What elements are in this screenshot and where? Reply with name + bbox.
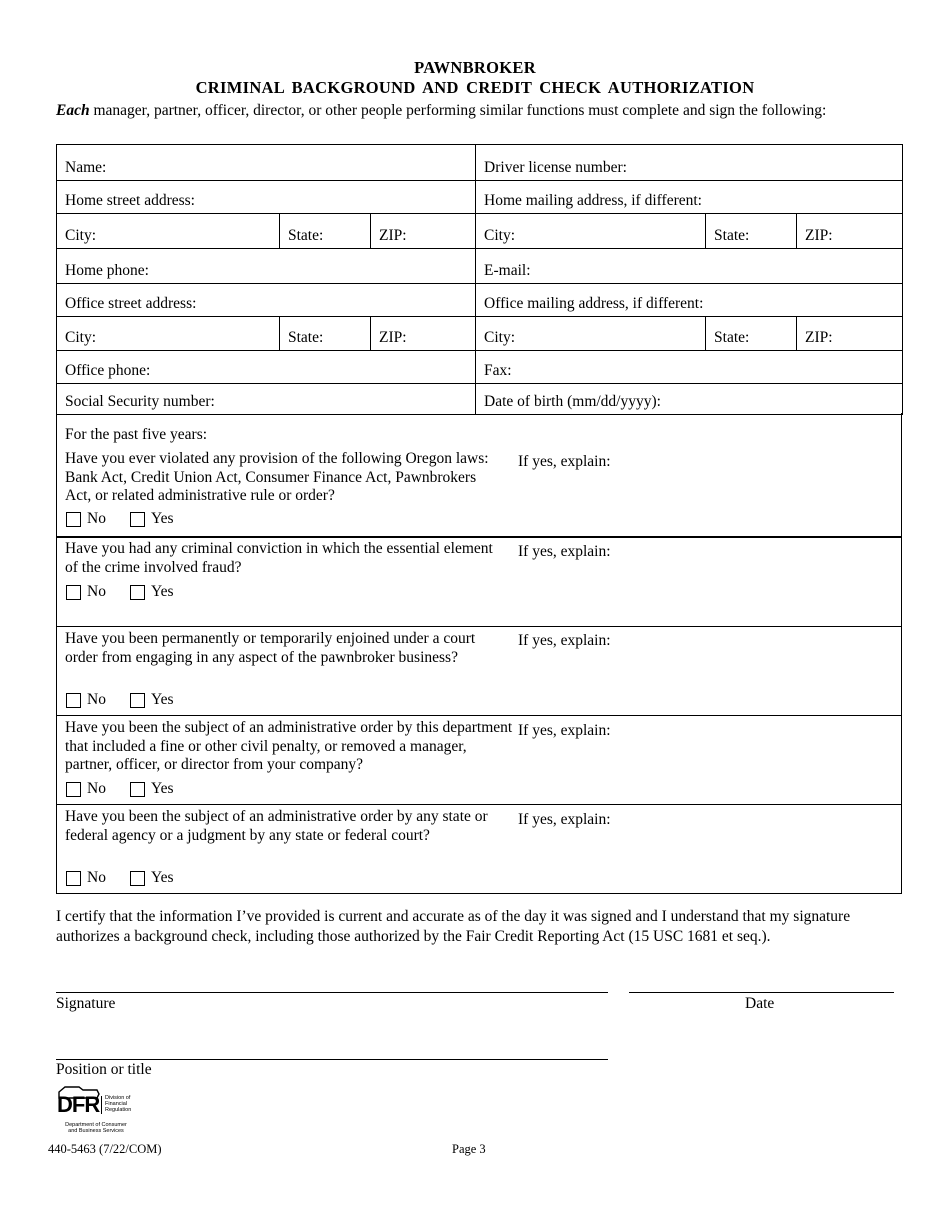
question-1-box [56, 413, 902, 537]
fax-field[interactable]: Fax: [476, 351, 903, 384]
question-4-box [56, 715, 902, 805]
home-street-field[interactable]: Home street address: [57, 181, 476, 214]
question-1-yes-checkbox[interactable] [130, 512, 145, 527]
office-city-field[interactable]: City: [57, 317, 280, 351]
question-2-text: Have you had any criminal conviction in which the essential element of the crime involved fraud? [65, 540, 493, 576]
question-3-options [66, 691, 198, 709]
question-3-yes-checkbox[interactable] [130, 693, 145, 708]
division-line-2: Financial [105, 1101, 128, 1107]
question-5-explain-label: If yes, explain: [518, 811, 611, 828]
question-1-options [66, 510, 198, 528]
question-5-no-checkbox[interactable] [66, 871, 81, 886]
question-2-yes-checkbox[interactable] [130, 585, 145, 600]
position-line[interactable] [56, 1059, 608, 1060]
question-2-options [66, 583, 198, 601]
question-3-yes-label: Yes [150, 691, 174, 708]
home-state-field[interactable]: State: [280, 214, 371, 249]
question-4-yes-label: Yes [150, 780, 174, 797]
date-label: Date [745, 995, 775, 1012]
intro-rest: manager, partner, officer, director, or other people performing similar functions must complete and sign the following: [89, 102, 827, 119]
question-5-no-label: No [87, 869, 106, 886]
logo-divider [101, 1096, 102, 1114]
question-1-no-checkbox[interactable] [66, 512, 81, 527]
office-phone-field[interactable]: Office phone: [57, 351, 476, 384]
question-4-options [66, 780, 198, 798]
form-number: 440-5463 (7/22/COM) [48, 1142, 162, 1156]
question-3-explain-label: If yes, explain: [518, 632, 611, 649]
question-4-yes-checkbox[interactable] [130, 782, 145, 797]
form-subtitle: CRIMINAL BACKGROUND AND CREDIT CHECK AUTHORIZATION [195, 78, 755, 97]
question-1-explain-label: If yes, explain: [518, 453, 611, 470]
office-mailing-city-field[interactable]: City: [476, 317, 706, 351]
home-city-field[interactable]: City: [57, 214, 280, 249]
office-state-field[interactable]: State: [280, 317, 371, 351]
question-4-no-label: No [87, 780, 106, 797]
email-field[interactable]: E-mail: [476, 249, 903, 284]
office-mailing-state-field[interactable]: State: [706, 317, 797, 351]
driver-license-field[interactable]: Driver license number: [476, 145, 903, 181]
home-phone-field[interactable]: Home phone: [57, 249, 476, 284]
question-3-no-checkbox[interactable] [66, 693, 81, 708]
home-mailing-zip-field[interactable]: ZIP: [797, 214, 903, 249]
certification-text: I certify that the information I’ve provided is current and accurate as of the day it was signed and I understand that my signature authorizes a background check, including those authorized by the Fair Credit Reporting Act (15 USC 1681 et seq.). [56, 908, 851, 945]
question-3-no-label: No [87, 691, 106, 708]
office-mailing-zip-field[interactable]: ZIP: [797, 317, 903, 351]
home-mailing-city-field[interactable]: City: [476, 214, 706, 249]
home-zip-field[interactable]: ZIP: [371, 214, 476, 249]
dob-field[interactable]: Date of birth (mm/dd/yyyy): [476, 384, 903, 415]
department-text [61, 1122, 131, 1134]
question-2-explain-label: If yes, explain: [518, 543, 611, 560]
ssn-field[interactable]: Social Security number: [57, 384, 476, 415]
signature-label: Signature [56, 995, 116, 1012]
office-street-field[interactable]: Office street address: [57, 284, 476, 317]
signature-line[interactable] [56, 992, 608, 993]
division-text [105, 1095, 131, 1113]
question-1-text: Have you ever violated any provision of the following Oregon laws: Bank Act, Credit Union Act, Consumer Finance Act, Pawnbrokers Act, or related administrative rule or order? [65, 450, 489, 504]
question-1-yes-label: Yes [150, 510, 174, 527]
question-5-box [56, 804, 902, 894]
applicant-info-table [56, 144, 903, 415]
date-line[interactable] [629, 992, 894, 993]
page-number: Page 3 [452, 1142, 486, 1156]
form-title: PAWNBROKER [414, 58, 536, 77]
question-4-explain-label: If yes, explain: [518, 722, 611, 739]
question-3-text: Have you been permanently or temporarily enjoined under a court order from engaging in any aspect of the pawnbroker business? [65, 630, 476, 666]
question-2-no-checkbox[interactable] [66, 585, 81, 600]
question-1-no-label: No [87, 510, 106, 527]
question-2-no-label: No [87, 583, 106, 600]
question-4-no-checkbox[interactable] [66, 782, 81, 797]
question-5-yes-label: Yes [150, 869, 174, 886]
question-5-text: Have you been the subject of an administrative order by any state or federal agency or a judgment by any state or federal court? [65, 808, 488, 844]
office-zip-field[interactable]: ZIP: [371, 317, 476, 351]
question-3-box [56, 626, 902, 716]
home-mailing-state-field[interactable]: State: [706, 214, 797, 249]
question-2-yes-label: Yes [150, 583, 174, 600]
question-5-yes-checkbox[interactable] [130, 871, 145, 886]
questions-intro: For the past five years: [65, 426, 208, 443]
intro-text [56, 101, 886, 121]
division-line-1: Division of [105, 1095, 131, 1101]
question-5-options [66, 869, 198, 887]
home-mailing-field[interactable]: Home mailing address, if different: [476, 181, 903, 214]
office-mailing-field[interactable]: Office mailing address, if different: [476, 284, 903, 317]
position-label: Position or title [56, 1061, 152, 1078]
dfr-logo [57, 1086, 147, 1134]
department-line-2: and Business Services [68, 1128, 124, 1134]
intro-lead: Each [56, 102, 90, 119]
dfr-abbr: DFR [57, 1092, 100, 1117]
division-line-3: Regulation [105, 1107, 132, 1113]
question-4-text: Have you been the subject of an administrative order by this department that included a fine or other civil penalty, or removed a manager, partner, officer, or director from your company? [65, 719, 513, 773]
question-2-box [56, 537, 902, 627]
department-line-1: Department of Consumer [65, 1122, 127, 1128]
name-field[interactable]: Name: [57, 145, 476, 181]
